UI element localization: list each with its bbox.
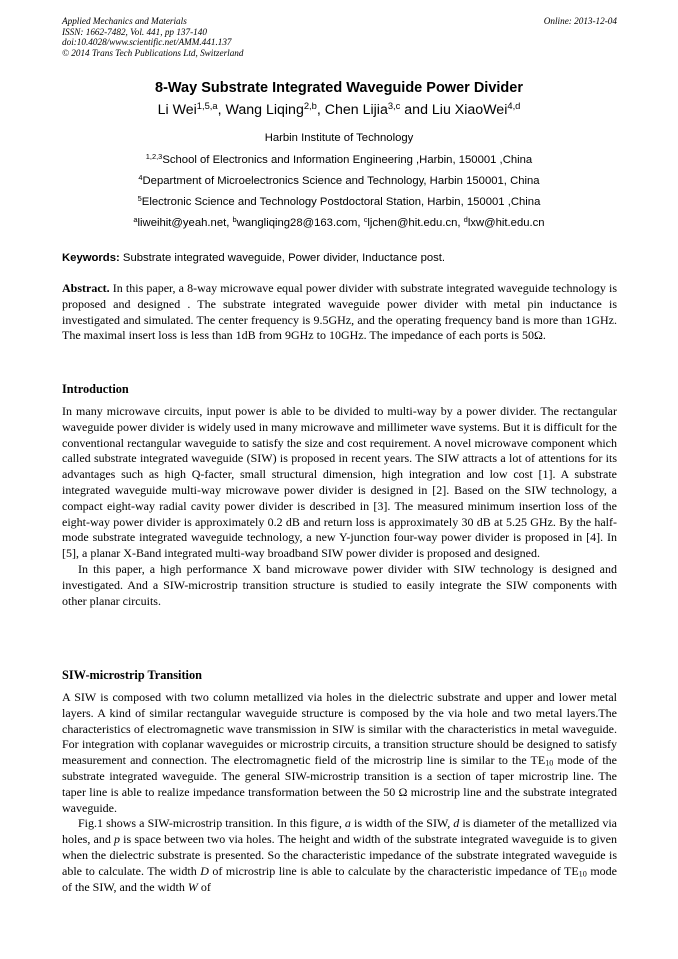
paragraph-text: is width of the SIW, [350, 816, 454, 831]
transition-paragraph-2 [62, 816, 617, 895]
affiliation-superscript: 1,2,3 [145, 151, 163, 161]
affiliation-text: School of Electronics and Information Engineering ,Harbin, 150001 ,China [162, 154, 533, 166]
affiliation-text: Electronic Science and Technology Postdoctoral Station, Harbin, 150001 ,China [141, 196, 541, 208]
paragraph-text: A SIW is composed with two column metallized via holes in the dielectric substrate and upper and lower metal layers. A kind of similar rectangular waveguide structure is composed by the via hole and two metal layers.The characteristics of electromagnetic wave transmission in SIW is similar with the characteristics in metal waveguide. For integration with coplanar waveguides or microstrip circuits, a transition structure should be designed to satisfy measurement and connection. The electromagnetic field of the microstrip line is similar to the TE [62, 690, 617, 768]
transition-paragraph-1 [62, 690, 617, 816]
author-superscript: 2,b [303, 100, 317, 111]
paragraph-text: Fig.1 shows a SIW-microstrip transition. In this figure, [78, 816, 345, 831]
abstract-text: In this paper, a 8-way microwave equal power divider with substrate integrated waveguide technology is proposed and designed . The substrate integrated waveguide power divider with metal pin inductance is investigated and simulated. The center frequency is 9.5GHz, and the operating frequency band is more than 1GHz. The maximal insert loss is less than 1dB from 9GHz to 10GHz. The impedance of each ports is 50Ω. [62, 281, 617, 343]
transition-body [62, 690, 617, 895]
variable-d: d [453, 816, 460, 831]
author-name: and Liu XiaoWei [400, 102, 508, 118]
affiliation-5 [0, 193, 678, 208]
affiliation-1 [0, 151, 678, 166]
issn-line: ISSN: 1662-7482, Vol. 441, pp 137-140 [62, 26, 207, 37]
email-line [0, 214, 678, 229]
author-superscript: 3,c [387, 100, 401, 111]
keywords [62, 252, 617, 264]
institute-line: Harbin Institute of Technology [264, 132, 414, 144]
paragraph-text: mode of the SIW, and the width [62, 863, 617, 894]
author-list [0, 102, 678, 118]
keywords-text: Substrate integrated waveguide, Power divider, Inductance post. [119, 252, 446, 264]
email-address: liweihit@yeah.net, [137, 217, 233, 229]
variable-a: a [344, 816, 351, 831]
email-superscript: b [232, 214, 237, 224]
email-superscript: a [133, 214, 138, 224]
affiliation-superscript: 4 [138, 172, 143, 182]
abstract-label: Abstract. [62, 281, 110, 295]
affiliation-4 [0, 172, 678, 187]
journal-header [62, 16, 617, 58]
variable-p: p [114, 832, 120, 847]
copyright-line: © 2014 Trans Tech Publications Ltd, Switzerland [62, 47, 244, 58]
mode-subscript: 10 [578, 869, 587, 879]
variable-W: W [187, 879, 198, 894]
introduction-paragraph-1: In many microwave circuits, input power is able to be divided to multi-way by a power divider. The rectangular waveguide power divider is widely used in many microwave and millimeter wave systems. But it is difficult for the conventional rectangular waveguide to satisfy the size and cost requirement. A novel microwave component which called substrate integrated waveguide (SIW) is proposed in recent years. The SIW attracts a lot of attentions for its advantages such as high Q-facter, small structural dimension, high integration and low cost [1]. A substrate integrated waveguide multi-way microwave power divider is designed in [2]. Based on the SIW technology, a compact eight-way radial cavity power divider is described in [3]. The measured minimum insertion loss of the eight-way power divider is approximately 0.2 dB and return loss is approximately 30 dB at 5.25 GHz. By the half-mode substrate integrated waveguide technology, a new Y-junction four-way power divider is proposed in [4]. In [5], a planar X-Band integrated multi-way broadband SIW power divider is proposed and designed. [62, 404, 617, 561]
author-name: , Wang Liqing [217, 102, 304, 118]
paper-title: 8-Way Substrate Integrated Waveguide Power Divider [155, 80, 523, 96]
transition-heading: SIW-microstrip Transition [62, 668, 202, 682]
email-address: lxw@hit.edu.cn [467, 217, 545, 229]
email-address: wangliqing28@163.com, [236, 217, 364, 229]
mode-subscript: 10 [545, 758, 554, 768]
abstract [62, 281, 617, 344]
doi-line: doi:10.4028/www.scientific.net/AMM.441.137 [62, 37, 232, 48]
introduction-body [62, 404, 617, 609]
paragraph-text: of [197, 879, 211, 894]
journal-name: Applied Mechanics and Materials [62, 16, 187, 26]
author-name: Li Wei [157, 102, 197, 118]
introduction-paragraph-2: In this paper, a high performance X band microwave power divider with SIW technology is designed and investigated. And a SIW-microstrip transition structure is studied to easily integrate the SIW components with other planar circuits. [62, 561, 617, 608]
author-superscript: 1,5,a [196, 100, 218, 111]
email-superscript: d [463, 214, 468, 224]
paragraph-text: is space between two via holes. The height and width of the substrate integrated waveguide is to given when the dielectric substrate is presented. So the characteristic impedance of the substrate integrated waveguide is able to calculate. The width [62, 832, 618, 878]
author-superscript: 4,d [507, 100, 521, 111]
email-superscript: c [363, 214, 368, 224]
variable-D: D [200, 863, 209, 878]
affiliation-superscript: 5 [137, 193, 142, 203]
author-name: , Chen Lijia [316, 102, 388, 118]
keywords-label: Keywords: [62, 252, 120, 264]
paragraph-text: is diameter of the metallized via holes, and [62, 816, 617, 847]
paragraph-text: mode of the substrate integrated waveguide. The general SIW-microstrip transition is a section of taper microstrip line. The taper line is able to realize impedance transformation between the 50 Ω microstrip line and the substrate integrated waveguide. [62, 753, 617, 815]
paragraph-text: of microstrip line is able to calculate by the characteristic impedance of TE [208, 863, 579, 878]
introduction-heading: Introduction [62, 382, 129, 396]
affiliation-text: Department of Microelectronics Science and Technology, Harbin 150001, China [142, 175, 540, 187]
online-date: Online: 2013-12-04 [543, 16, 617, 26]
email-address: ljchen@hit.edu.cn, [367, 217, 464, 229]
